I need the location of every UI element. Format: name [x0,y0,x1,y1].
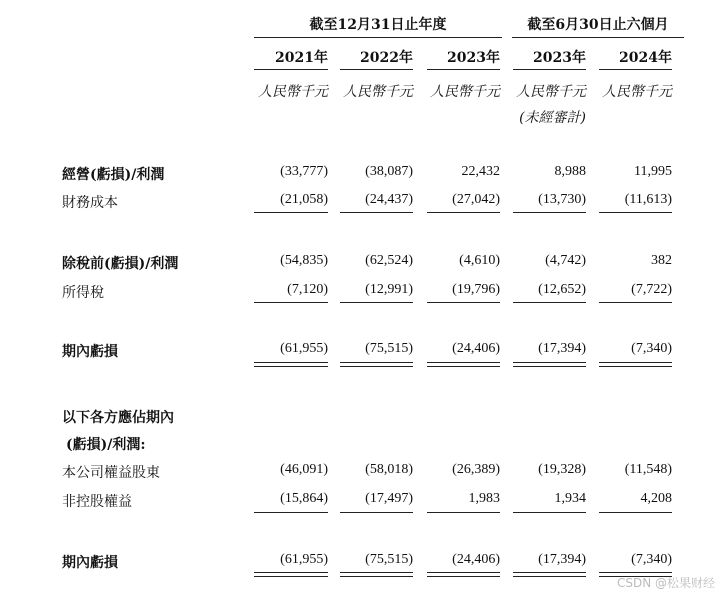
row-label-loss-for-period: 期內虧損 [62,344,118,360]
row-label-pretax: 除稅前(虧損)/利潤 [62,256,179,272]
total-double-rule-1b [340,362,413,367]
watermark: CSDN @松果财经 [616,576,715,590]
cell-finance-2023: (27,042) [452,192,500,207]
cell-loss-2024h1: (7,340) [631,341,672,356]
row-label-income-tax: 所得稅 [62,285,104,301]
cell-pretax-2024h1: 382 [651,253,672,268]
cell-operating-2023h1: 8,988 [554,164,586,179]
cell-operating-2024h1: 11,995 [634,164,672,179]
total-double-rule-1c [427,362,500,367]
column-year-2023-interim: 2023年 [533,50,586,66]
column-unit-3: 人民幣千元 [430,84,500,100]
cell-loss-2021: (61,955) [280,341,328,356]
cell-pretax-2021: (54,835) [280,253,328,268]
cell-tax-2023h1: (12,652) [538,282,586,297]
column-unit-note-unaudited: (未經審計) [519,110,586,126]
cell-pretax-2023: (4,610) [459,253,500,268]
cell-total-2022: (75,515) [365,552,413,567]
cell-nci-2021: (15,864) [280,491,328,506]
total-double-rule-1d [513,362,586,367]
attributable-heading-line1: 以下各方應佔期內 [62,410,174,426]
total-double-rule-2b [340,572,413,577]
column-unit-4: 人民幣千元 [516,84,586,100]
total-double-rule-2c [427,572,500,577]
row-label-finance-costs: 財務成本 [62,195,118,211]
column-year-2021: 2021年 [275,50,328,66]
attributable-heading-line2: (虧損)/利潤: [66,437,146,453]
cell-loss-2023h1: (17,394) [538,341,586,356]
column-unit-5: 人民幣千元 [602,84,672,100]
cell-shareholders-2022: (58,018) [365,462,413,477]
cell-nci-2024h1: 4,208 [640,491,672,506]
column-rule-3 [427,69,500,70]
cell-total-2023: (24,406) [452,552,500,567]
subtotal-rule-2a [254,302,328,303]
subtotal-rule-2c [427,302,500,303]
subtotal-rule-2b [340,302,413,303]
cell-total-2024h1: (7,340) [631,552,672,567]
column-year-2024-interim: 2024年 [619,50,672,66]
row-label-equity-shareholders: 本公司權益股東 [62,465,160,481]
column-unit-1: 人民幣千元 [258,84,328,100]
subtotal-rule-3c [427,512,500,513]
row-label-operating-profit: 經營(虧損)/利潤 [62,167,165,183]
cell-nci-2023h1: 1,934 [554,491,586,506]
header-group-interim: 截至6月30日止六個月 [527,17,669,33]
cell-shareholders-2023h1: (19,328) [538,462,586,477]
column-year-2022: 2022年 [360,50,413,66]
cell-shareholders-2023: (26,389) [452,462,500,477]
cell-operating-2022: (38,087) [365,164,413,179]
cell-tax-2022: (12,991) [365,282,413,297]
cell-finance-2021: (21,058) [280,192,328,207]
column-rule-1 [254,69,328,70]
header-group-annual-rule [254,37,502,38]
cell-finance-2023h1: (13,730) [538,192,586,207]
cell-pretax-2022: (62,524) [365,253,413,268]
cell-finance-2022: (24,437) [365,192,413,207]
header-group-annual: 截至12月31日止年度 [309,17,447,33]
subtotal-rule-2e [599,302,672,303]
subtotal-rule-1c [427,212,500,213]
subtotal-rule-2d [513,302,586,303]
total-double-rule-2a [254,572,328,577]
column-unit-2: 人民幣千元 [343,84,413,100]
subtotal-rule-1d [513,212,586,213]
subtotal-rule-1b [340,212,413,213]
subtotal-rule-3e [599,512,672,513]
subtotal-rule-3b [340,512,413,513]
cell-loss-2022: (75,515) [365,341,413,356]
cell-finance-2024h1: (11,613) [624,192,672,207]
total-double-rule-1e [599,362,672,367]
column-rule-2 [340,69,413,70]
cell-tax-2021: (7,120) [287,282,328,297]
subtotal-rule-3d [513,512,586,513]
total-double-rule-2d [513,572,586,577]
cell-pretax-2023h1: (4,742) [545,253,586,268]
cell-operating-2021: (33,777) [280,164,328,179]
header-group-interim-rule [512,37,684,38]
column-rule-5 [599,69,672,70]
cell-nci-2023: 1,983 [468,491,500,506]
cell-operating-2023: 22,432 [461,164,500,179]
cell-shareholders-2024h1: (11,548) [624,462,672,477]
cell-total-2021: (61,955) [280,552,328,567]
column-year-2023: 2023年 [447,50,500,66]
total-double-rule-1a [254,362,328,367]
cell-shareholders-2021: (46,091) [280,462,328,477]
cell-total-2023h1: (17,394) [538,552,586,567]
subtotal-rule-1a [254,212,328,213]
cell-nci-2022: (17,497) [365,491,413,506]
cell-tax-2023: (19,796) [452,282,500,297]
subtotal-rule-3a [254,512,328,513]
row-label-non-controlling: 非控股權益 [62,494,132,510]
column-rule-4 [513,69,586,70]
cell-loss-2023: (24,406) [452,341,500,356]
row-label-loss-for-period-total: 期內虧損 [62,555,118,571]
cell-tax-2024h1: (7,722) [631,282,672,297]
subtotal-rule-1e [599,212,672,213]
